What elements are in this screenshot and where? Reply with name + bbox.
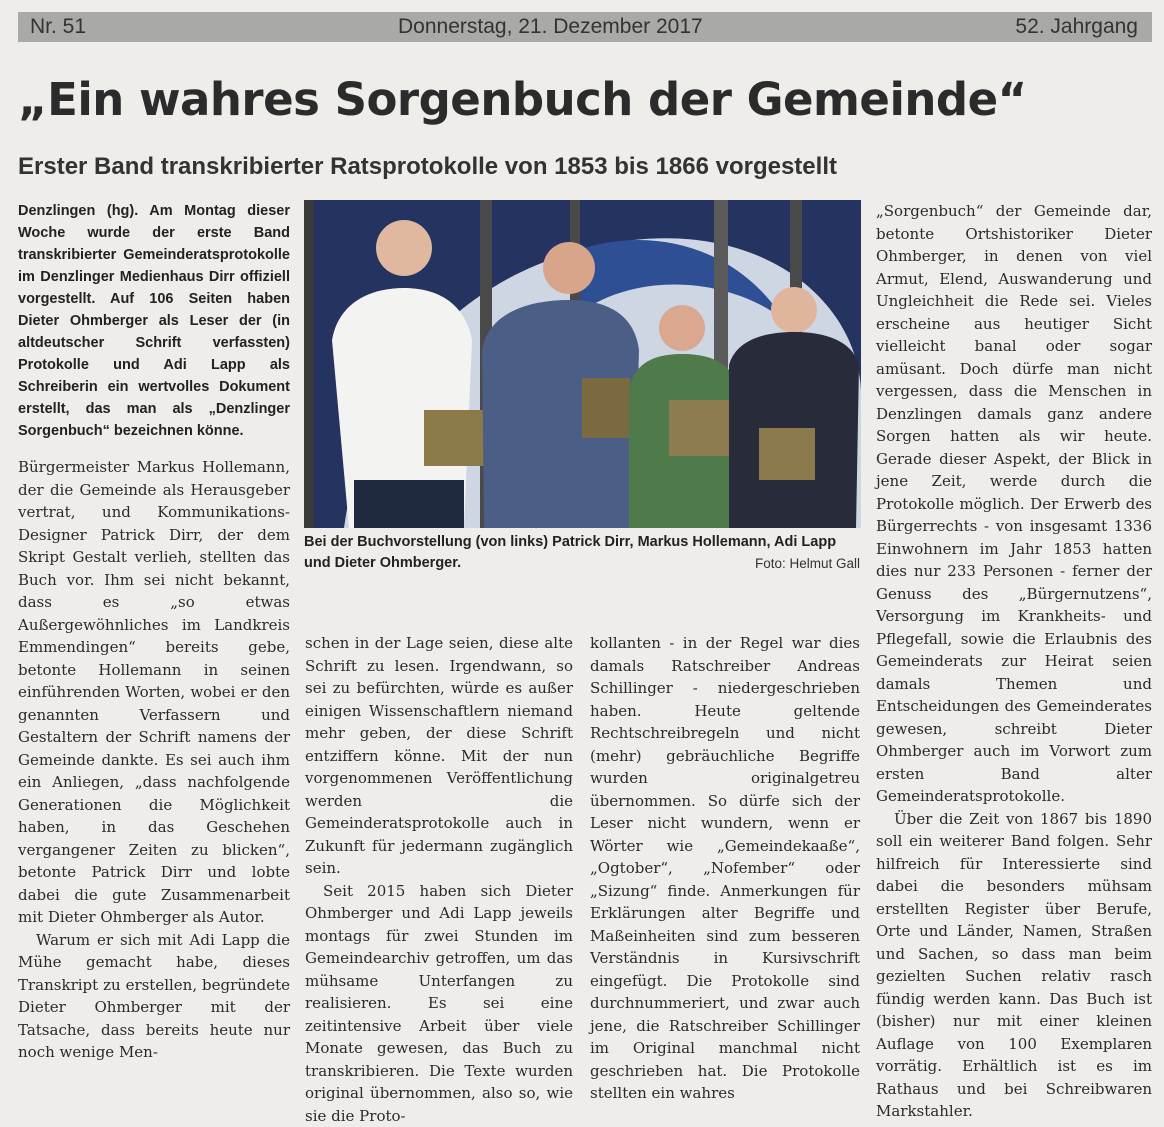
article-column-1 <box>18 456 290 1064</box>
paragraph: Seit 2015 haben sich Dieter Ohmberger und Adi Lapp jeweils montags für zwei Stunden im Gemeindearchiv getroffen, um das mühsame Unterfangen zu realisieren. Es sei eine zeitintensive Arbeit über viele Monate gewesen, das Buch zu transkribieren. Die Texte wurden original übernommen, also so, wie sie die Proto- <box>305 880 573 1127</box>
paragraph: Über die Zeit von 1867 bis 1890 soll ein weiterer Band folgen. Sehr hilfreich für Interessierte sind dabei die besonders mühsam erstellten Register über Berufe, Orte und Länder, Namen, Straßen und Sachen, so dass man beim gezielten Suchen relativ rasch fündig werden kann. Das Buch ist (bisher) nur mit einer kleinen Auflage von 100 Exemplaren vorrätig. Erhältlich ist es im Rathaus und bei Schreibwaren Markstahler. <box>876 808 1152 1123</box>
issue-date: Donnerstag, 21. Dezember 2017 <box>398 14 703 40</box>
article-lead: Denzlingen (hg). Am Montag dieser Woche wurde der erste Band transkribierter Gemeinderatsprotokolle im Denzlinger Medienhaus Dirr offiziell vorgestellt. Auf 106 Seiten haben Dieter Ohmberger als Leser der (in altdeutscher Schrift verfassten) Protokolle und Adi Lapp als Schreiberin ein wertvolles Dokument erstellt, das man als „Denzlinger Sorgenbuch“ bezeichnen könne. <box>18 200 290 442</box>
article-column-2 <box>305 632 573 1127</box>
paragraph: kollanten - in der Regel war dies damals Ratschreiber Andreas Schillinger - niedergeschrieben haben. Heute geltende Rechtschreibregeln und nicht (mehr) gebräuchliche Begriffe wurden originalgetreu übernommen. So dürfe sich der Leser nicht wundern, wenn er Wörter wie „Gemeindekaaße“, „Ogtober“, „Nofember“ oder „Sizung“ finde. Anmerkungen für Erklärungen alter Begriffe und Maßeinheiten sind zum besseren Verständnis in Kursivschrift eingefügt. Die Protokolle sind durchnummeriert, und zwar auch jene, die Ratschreiber Schillinger im Original manchmal nicht geschrieben hat. Die Protokolle stellten ein wahres <box>590 632 860 1105</box>
issue-number: Nr. 51 <box>30 14 86 40</box>
photo-caption: Bei der Buchvorstellung (von links) Patrick Dirr, Markus Hollemann, Adi Lapp und Dieter Ohmberger. <box>304 532 861 574</box>
article-headline: „Ein wahres Sorgenbuch der Gemeinde“ <box>18 72 1158 128</box>
photo-credit: Foto: Helmut Gall <box>700 556 860 571</box>
article-column-4 <box>876 200 1152 1123</box>
volume-year: 52. Jahrgang <box>1015 14 1138 40</box>
paragraph: Warum er sich mit Adi Lapp die Mühe gemacht habe, dieses Transkript zu erstellen, begründete Dieter Ohmberger mit der Tatsache, dass bereits heute nur noch wenige Men- <box>18 929 290 1064</box>
photo-illustration <box>304 200 861 528</box>
article-column-3 <box>590 632 860 1105</box>
article-subheadline: Erster Band transkribierter Ratsprotokolle von 1853 bis 1866 vorgestellt <box>18 152 1158 182</box>
paragraph: schen in der Lage seien, diese alte Schrift zu lesen. Irgendwann, so sei zu befürchten, würde es außer einigen Wissenschaftlern niemand mehr geben, der diese Schrift entziffern könne. Mit der nun vorgenommenen Veröffentlichung werden die Gemeinderatsprotokolle auch in Zukunft für jedermann zugänglich sein. <box>305 632 573 880</box>
article-photo <box>304 200 861 528</box>
paragraph: Bürgermeister Markus Hollemann, der die Gemeinde als Herausgeber vertrat, und Kommunikations-Designer Patrick Dirr, der dem Skript Gestalt verlieh, stellten das Buch vor. Ihm sei nicht bekannt, dass es „so etwas Außergewöhnliches im Landkreis Emmendingen“ bereits gebe, betonte Hollemann in seinen einführenden Worten, wobei er den genannten Verfassern und Gestaltern der Schrift namens der Gemeinde dankte. Es sei auch ihm ein Anliegen, „dass nachfolgende Generationen die Möglichkeit haben, in das Geschehen vergangener Zeiten zu blicken“, betonte Patrick Dirr und lobte dabei die gute Zusammenarbeit mit Dieter Ohmberger als Autor. <box>18 456 290 929</box>
paragraph: „Sorgenbuch“ der Gemeinde dar, betonte Ortshistoriker Dieter Ohmberger, in denen von viel Armut, Elend, Auswanderung und Ungleichheit die Rede sei. Vieles erscheine aus heutiger Sicht vielleicht banal oder sogar amüsant. Doch dürfe man nicht vergessen, dass die Menschen in Denzlingen damals ganz andere Sorgen hatten als wir heute. Gerade dieser Aspekt, der Blick in jene Zeit, werde durch die Protokolle möglich. Der Erwerb des Bürgerrechts - von insgesamt 1336 Einwohnern im Jahr 1853 hatten dies nur 233 Personen - ferner der Genuss des „Bürgernutzens“, Versorgung im Krankheits- und Pflegefall, sowie die Erlaubnis des Gemeinderats zur Heirat seien damals Themen und Entscheidungen des Gemeinderates gewesen, schreibt Dieter Ohmberger auch im Vorwort zum ersten Band alter Gemeinderatsprotokolle. <box>876 200 1152 808</box>
